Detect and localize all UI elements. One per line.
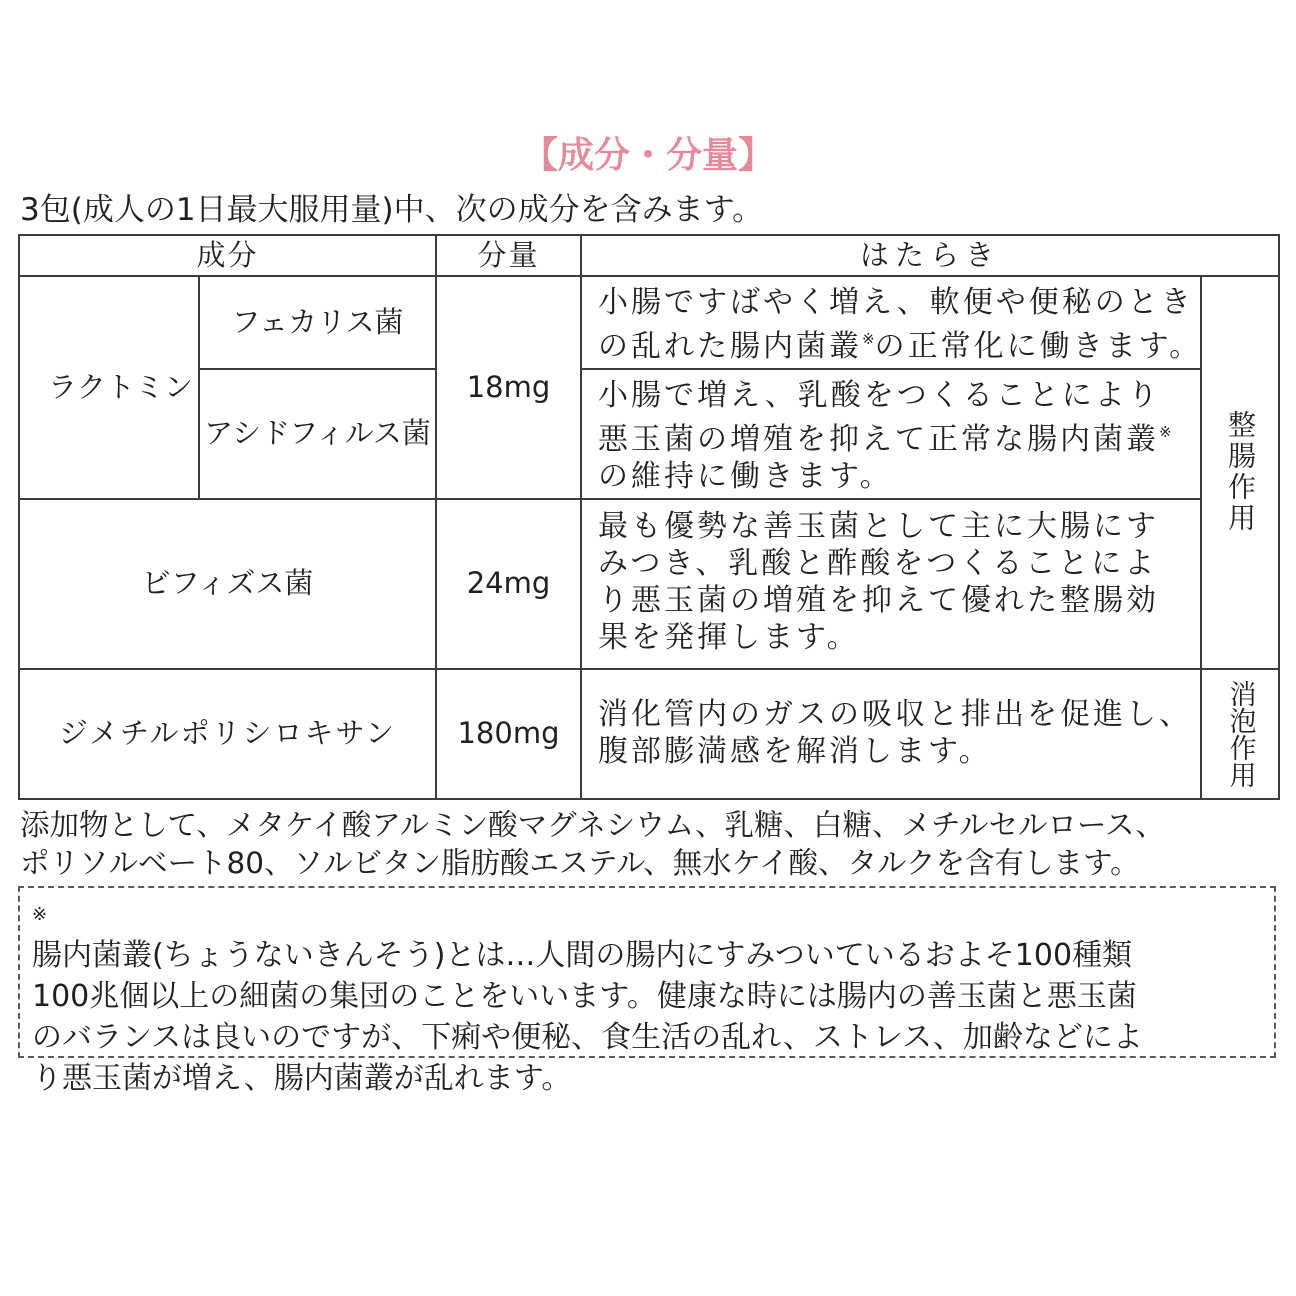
ingredient-lactomin: ラクトミン — [48, 369, 194, 404]
function-line: 腹部膨満感を解消します。 — [598, 734, 992, 769]
group-antifoam-label: 消泡作用 — [1224, 679, 1256, 788]
section-title: 【成分・分量】 — [521, 135, 774, 176]
additives-text — [20, 806, 1165, 882]
footnote-line: り悪玉菌が増え、腸内菌叢が乱れます。 — [32, 1061, 572, 1096]
footnote-text: 腸内菌叢(ちょうないきんそう)とは…人間の腸内にすみついているおよそ100種類 — [32, 938, 1133, 973]
footnote-line: 100兆個以上の細菌の集団のことをいいます。健康な時には腸内の善玉菌と悪玉菌 — [32, 979, 1137, 1014]
intro-text: 3包(成人の1日最大服用量)中、次の成分を含みます。 — [20, 192, 764, 228]
row-divider — [580, 368, 1202, 370]
footnote-box — [18, 886, 1276, 1096]
function-line: 最も優勢な善玉菌として主に大腸にす — [598, 509, 1159, 544]
function-text: の乱れた腸内菌叢 — [598, 329, 862, 364]
additives-line: ポリソルベート80、ソルビタン脂肪酸エステル、無水ケイ酸、タルクを含有します。 — [20, 846, 1140, 880]
function-bifidus — [598, 508, 1159, 656]
amount-bifidus: 24mg — [466, 566, 551, 601]
ingredient-acidophilus: アシドフィルス菌 — [204, 416, 431, 451]
amount-lactomin: 18mg — [466, 369, 551, 404]
footnote-line — [32, 894, 1143, 976]
additives-line: 添加物として、メタケイ酸アルミン酸マグネシウム、乳糖、白糖、メチルセルロース、 — [20, 808, 1165, 842]
function-acidophilus — [598, 377, 1172, 495]
function-line: の維持に働きます。 — [598, 459, 893, 494]
footnote-line: のバランスは良いのですが、下痢や便秘、食生活の乱れ、ストレス、加齢などによ — [32, 1020, 1143, 1055]
function-dimethicone — [598, 696, 1192, 770]
function-text: の正常化に働きます。 — [874, 329, 1203, 364]
footnote-mark: ※ — [32, 904, 48, 925]
footnote-text — [32, 894, 1143, 1099]
header-amount: 分量 — [477, 237, 540, 272]
ingredient-faecalis: フェカリス菌 — [231, 304, 404, 339]
group-intestinal — [1200, 275, 1280, 669]
ingredient-bifidus: ビフィズス菌 — [141, 566, 314, 601]
note-mark: ※ — [862, 330, 875, 348]
group-intestinal-label: 整腸作用 — [1224, 410, 1257, 534]
ingredients-table — [18, 234, 1280, 800]
header-function: はたらき — [859, 237, 1000, 272]
function-line — [598, 414, 1172, 458]
ingredient-dimethicone: ジメチルポリシロキサン — [58, 716, 397, 751]
function-line: 小腸ですばやく増え、軟便や便秘のとき — [598, 285, 1194, 320]
function-faecalis — [598, 284, 1202, 365]
header-ingredient: 成分 — [196, 237, 259, 272]
function-line: り悪玉菌の増殖を抑えて優れた整腸効 — [598, 583, 1159, 618]
function-line: みつき、乳酸と酢酸をつくることによ — [598, 546, 1158, 581]
function-line: 消化管内のガスの吸収と排出を促進し、 — [598, 697, 1192, 732]
function-line — [598, 321, 1202, 365]
function-text: 悪玉菌の増殖を抑えて正常な腸内菌叢 — [598, 422, 1159, 457]
group-antifoam — [1200, 668, 1280, 799]
function-line: 小腸で増え、乳酸をつくることにより — [598, 378, 1161, 413]
function-line: 果を発揮します。 — [598, 620, 860, 655]
amount-dimethicone: 180mg — [457, 716, 560, 751]
note-mark: ※ — [1159, 423, 1172, 441]
